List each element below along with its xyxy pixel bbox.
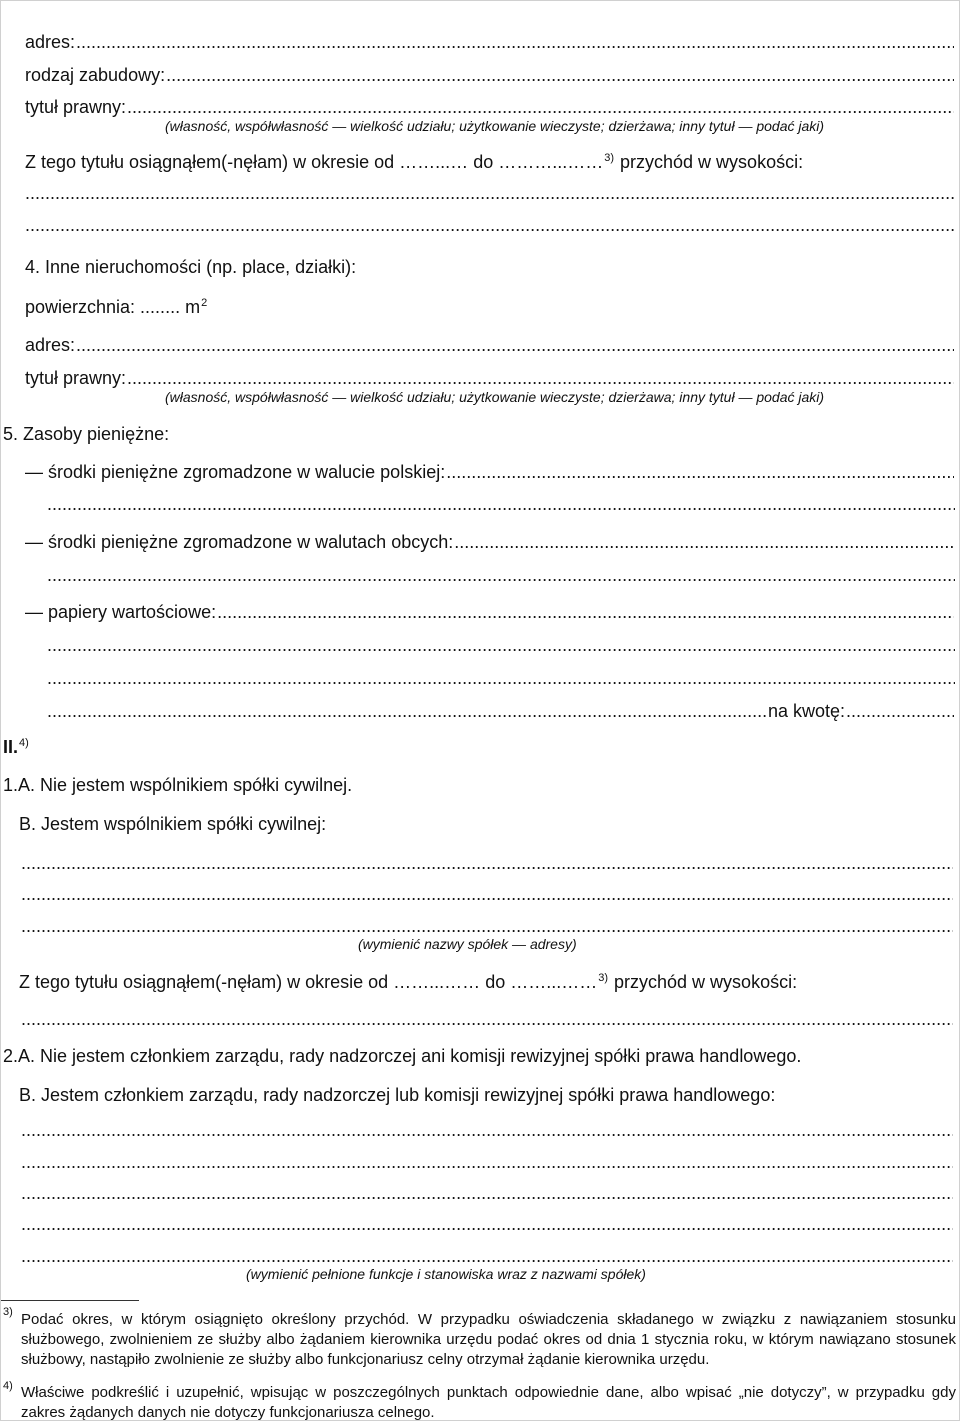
other-legal-title-label: tytuł prawny: (25, 368, 127, 388)
fill-line[interactable] (25, 182, 955, 204)
legal-title-label: tytuł prawny: (25, 97, 127, 117)
q1-income-line: Z tego tytułu osiągnąłem(-nęłam) w okresie od ……...…… do ……...……$^{3)}$ przychód w wysokości: (19, 972, 798, 992)
building-type-label: rodzaj zabudowy: (25, 65, 166, 85)
fill-line[interactable] (47, 667, 955, 689)
fill-line[interactable] (21, 1182, 953, 1204)
fill-line[interactable] (21, 883, 953, 905)
other-address-field[interactable] (25, 334, 955, 356)
foreign-cash-label: — środki pieniężne zgromadzone w walutach obcych: (25, 532, 454, 552)
q2-hint: (wymienić pełnione funkcje i stanowiska wraz z nazwami spółek) (246, 1266, 646, 1282)
fill-line[interactable] (21, 1213, 953, 1235)
other-legal-title-field[interactable] (25, 367, 955, 389)
securities-amount-field[interactable] (47, 700, 955, 722)
fill-line[interactable] (47, 564, 955, 586)
legal-title-hint: (własność, współwłasność — wielkość udziału; użytkowanie wieczyste; dzierżawa; inny tytuł — podać jaki) (165, 118, 825, 134)
q2-option-a[interactable]: 2.A. Nie jestem członkiem zarządu, rady nadzorczej ani komisji rewizyjnej spółki prawa handlowego. (3, 1046, 802, 1066)
address-label: adres: (25, 32, 76, 52)
fill-line[interactable] (21, 1245, 953, 1267)
pln-cash-label: — środki pieniężne zgromadzone w walucie polskiej: (25, 462, 446, 482)
fill-line[interactable] (21, 915, 953, 937)
footnote-ref: 3) (598, 972, 608, 984)
q1-hint: (wymienić nazwy spółek — adresy) (358, 936, 577, 952)
securities-label: — papiery wartościowe: (25, 602, 217, 622)
fill-line[interactable] (21, 1119, 953, 1141)
q1-option-a[interactable]: 1.A. Nie jestem wspólnikiem spółki cywilnej. (3, 775, 353, 795)
area-field[interactable]: powierzchnia: ........ $m^2$ (25, 297, 208, 317)
footnote-4-number: 4) (3, 1380, 13, 1392)
fill-line[interactable] (47, 493, 955, 515)
income-line: Z tego tytułu osiągnąłem(-nęłam) w okresie od ……...… do ………...……$^{3)}$ przychód w wysokości: (25, 152, 804, 172)
part-ii-heading: II.$^{4)}$ (3, 737, 29, 757)
fill-line[interactable] (47, 634, 955, 656)
footnote-4-text: Właściwe podkreślić i uzupełnić, wpisując w poszczególnych punktach odpowiednie dane, albo wpisać „nie dotyczy”, w przypadku gdy zakres żądanych danych nie dotyczy funkcjonariusza celnego. (21, 1384, 956, 1421)
building-type-field[interactable] (25, 64, 955, 86)
fill-line[interactable] (25, 214, 955, 236)
footnote-ref: 3) (604, 152, 614, 164)
other-legal-title-hint: (własność, współwłasność — wielkość udziału; użytkowanie wieczyste; dzierżawa; inny tytuł — podać jaki) (165, 389, 825, 405)
footnote-separator (1, 1300, 139, 1301)
amount-label: na kwotę: (767, 701, 845, 721)
footnote-3-number: 3) (3, 1306, 13, 1318)
legal-title-field[interactable] (25, 96, 955, 118)
other-address-label: adres: (25, 335, 76, 355)
securities-field[interactable] (25, 601, 955, 623)
footnote-3-text: Podać okres, w którym osiągnięto określony przychód. W przypadku oświadczenia składanego w związku z nawiązaniem stosunku służbowego, zwolnieniem ze służby albo żądaniem kierownika urzędu podać okres od dnia 1 stycznia roku, w którym nawiązano stosunek służbowy, nastąpiło zwolnienie ze służby albo funkcjonariusz celny otrzymał żądanie kierownika urzędu. (21, 1311, 956, 1368)
foreign-cash-field[interactable] (25, 531, 955, 553)
fill-line[interactable] (21, 1151, 953, 1173)
section-4-heading: 4. Inne nieruchomości (np. place, działki): (25, 257, 357, 277)
address-field[interactable] (25, 31, 955, 53)
pln-cash-field[interactable] (25, 461, 955, 483)
q1-option-b[interactable]: B. Jestem wspólnikiem spółki cywilnej: (19, 814, 327, 834)
q2-option-b[interactable]: B. Jestem członkiem zarządu, rady nadzorczej lub komisji rewizyjnej spółki prawa handlowego: (19, 1085, 776, 1105)
section-5-heading: 5. Zasoby pieniężne: (3, 424, 170, 444)
fill-line[interactable] (21, 852, 953, 874)
fill-line[interactable] (21, 1008, 953, 1030)
